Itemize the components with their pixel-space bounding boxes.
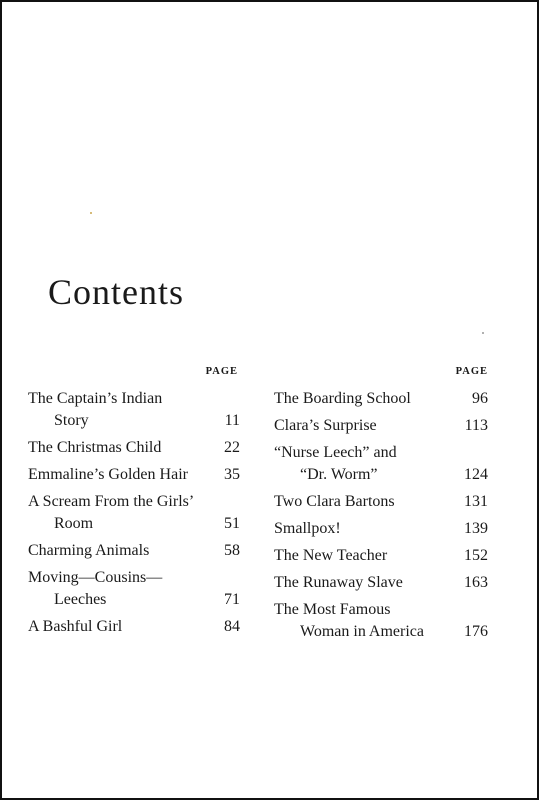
toc-entry-title: Smallpox! — [274, 520, 341, 537]
toc-entry-title: Story — [54, 412, 89, 429]
toc-entry — [28, 567, 238, 611]
toc-entry-page: 84 — [224, 618, 240, 635]
toc-entry — [274, 599, 488, 643]
toc-entry-title: The Most Famous — [274, 601, 391, 618]
toc-entry-page: 113 — [464, 417, 488, 434]
toc-entry-page: 58 — [224, 542, 240, 559]
toc-entry-title: Leeches — [54, 591, 107, 608]
toc-entry-title: The Captain’s Indian — [28, 390, 163, 407]
page-column-header: PAGE — [455, 366, 488, 377]
toc-entry — [28, 491, 238, 535]
toc-entry-title: Charming Animals — [28, 542, 150, 559]
toc-entry — [28, 464, 238, 486]
entries-left — [28, 388, 238, 638]
toc-entry-page: 96 — [472, 390, 488, 407]
entries-right — [274, 388, 488, 643]
toc-entry-title: Moving—Cousins— — [28, 569, 163, 586]
toc-entry-page: 139 — [464, 520, 488, 537]
toc-entry — [274, 545, 488, 567]
toc-entry — [28, 540, 238, 562]
contents-column-right — [274, 362, 488, 648]
toc-entry-page: 71 — [224, 591, 240, 608]
toc-entry-page: 131 — [464, 493, 488, 510]
toc-entry-title: Woman in America — [300, 623, 425, 640]
toc-entry-title: The Christmas Child — [28, 439, 162, 456]
toc-entry-title: Two Clara Bartons — [274, 493, 395, 510]
toc-entry — [28, 388, 238, 432]
toc-entry-title: Emmaline’s Golden Hair — [28, 466, 188, 483]
toc-entry-title: Room — [54, 515, 94, 532]
toc-entry-title: “Dr. Worm” — [300, 466, 378, 483]
toc-entry — [274, 388, 488, 410]
toc-entry — [274, 572, 488, 594]
contents-column-left — [28, 362, 238, 643]
paper-speck — [90, 212, 92, 214]
toc-entry-title: A Scream From the Girls’ — [28, 493, 195, 510]
toc-entry-title: The Boarding School — [274, 390, 411, 407]
toc-entry-title: Clara’s Surprise — [274, 417, 377, 434]
toc-entry-page: 51 — [224, 515, 240, 532]
toc-entry — [28, 616, 238, 638]
toc-entry-title: The New Teacher — [274, 547, 388, 564]
toc-entry — [274, 518, 488, 540]
toc-entry-page: 152 — [464, 547, 488, 564]
toc-entry-title: “Nurse Leech” and — [274, 444, 397, 461]
toc-entry-page: 163 — [464, 574, 488, 591]
toc-entry-title: A Bashful Girl — [28, 618, 123, 635]
toc-entry-page: 11 — [224, 412, 240, 429]
toc-entry — [28, 437, 238, 459]
toc-entry — [274, 442, 488, 486]
toc-entry-page: 176 — [464, 623, 488, 640]
toc-entry-page: 22 — [224, 439, 240, 456]
toc-entry-title: The Runaway Slave — [274, 574, 403, 591]
paper-speck — [482, 332, 484, 334]
toc-entry — [274, 415, 488, 437]
toc-entry-page: 124 — [464, 466, 488, 483]
toc-entry-page: 35 — [224, 466, 240, 483]
page-column-header: PAGE — [205, 366, 238, 377]
page-title: Contents — [48, 272, 185, 312]
toc-entry — [274, 491, 488, 513]
